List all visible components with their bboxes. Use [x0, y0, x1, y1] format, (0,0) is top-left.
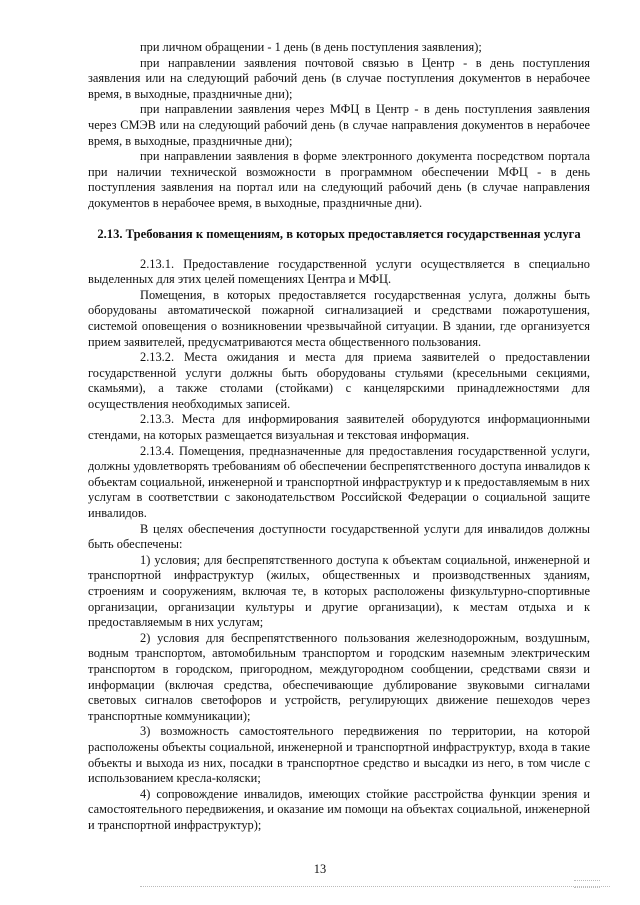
- paragraph-2-13-2: 2.13.2. Места ожидания и места для приема заявителей о предоставлении государственной услуги должны быть оборудованы стульями (кресельными секциями, скамьями), а также столами (стойками) с канцелярскими принадлежностями для осуществления необходимых записей.: [88, 350, 590, 411]
- paragraph-electronic: при направлении заявления в форме электронного документа посредством портала при наличии технической возможности в программном обеспечении МФЦ - в день поступления заявления на портал или на следующий рабочий день (в случае направления документов в нерабочее время, в выходные, праздничные дни).: [88, 149, 590, 210]
- page-number: 13: [313, 862, 327, 876]
- paragraph-2-13-3: 2.13.3. Места для информирования заявителей оборудуются информационными стендами, на которых размещается визуальная и текстовая информация.: [88, 412, 590, 443]
- scan-artifact-line: [140, 886, 610, 888]
- paragraph-postal: при направлении заявления почтовой связью в Центр - в день поступления заявления или на следующий рабочий день (в случае поступления документов в нерабочее время, в выходные, праздничные дни);: [88, 55, 590, 101]
- paragraph-personal-visit: при личном обращении - 1 день (в день поступления заявления);: [140, 40, 482, 54]
- paragraph-2-13-1: 2.13.1. Предоставление государственной услуги осуществляется в специально выделенных для этих целей помещениях Центра и МФЦ.: [88, 256, 590, 287]
- list-item: 4) сопровождение инвалидов, имеющих стойкие расстройства функции зрения и самостоятельного передвижения, и оказание им помощи на объектах социальной, инженерной и транспортной инфраструктур);: [88, 786, 590, 832]
- paragraph-2-13-4: 2.13.4. Помещения, предназначенные для предоставления государственной услуги, должны удовлетворять требованиям об обеспечении беспрепятственного доступа инвалидов к объектам социальной, инженерной и транспортной инфраструктур и к предоставляемым в них услугам в соответствии с законодательством Российской Федерации о социальной защите инвалидов.: [88, 443, 590, 521]
- paragraph-mfc: при направлении заявления через МФЦ в Центр - в день поступления заявления через СМЭВ или на следующий рабочий день (в случае направления документов в нерабочее время, в выходные, праздничные дни);: [88, 102, 590, 148]
- list-item: 1) условия; для беспрепятственного доступа к объектам социальной, инженерной и транспортной инфраструктур (жилых, общественных и производственных зданиям, строениям и сооружениям, включая те, в которых расположены физкультурно-спортивные организации, организации культуры и другие организации), к местам отдыха и к предоставляемым в них услугам;: [88, 552, 590, 630]
- document-body: [88, 40, 590, 834]
- list-item: 3) возможность самостоятельного передвижения по территории, на которой расположены объекты социальной, инженерной и транспортной инфраструктур, входа в такие объекты и выхода из них, посадки в транспортное средство и высадки из него, в том числе с использованием кресла-коляски;: [88, 724, 590, 786]
- section-heading: 2.13. Требования к помещениям, в которых предоставляется государственная услуга: [97, 226, 581, 241]
- paragraph-accessibility-intro: В целях обеспечения доступности государственной услуги для инвалидов должны быть обеспечены:: [88, 521, 590, 552]
- list-item: 2) условия для беспрепятственного пользования железнодорожным, воздушным, водным транспортом, автомобильным транспортом и городским наземным электрическим транспортом в городском, пригородном, междугородном сообщении, средствами связи и информации (включая средства, обеспечивающие дублирование звуковыми сигналами световых сигналов светофоров и устройств, регулирующих движение пешеходов через транспортные коммуникации);: [88, 630, 590, 723]
- scan-artifact-mark: [574, 880, 600, 888]
- paragraph-premises: Помещения, в которых предоставляется государственная услуга, должны быть оборудованы автоматической пожарной сигнализацией и средствами пожаротушения, системой оповещения о возникновении чрезвычайной ситуации. В здании, где организуется прием заявителей, предусматриваются места общественного пользования.: [88, 287, 590, 349]
